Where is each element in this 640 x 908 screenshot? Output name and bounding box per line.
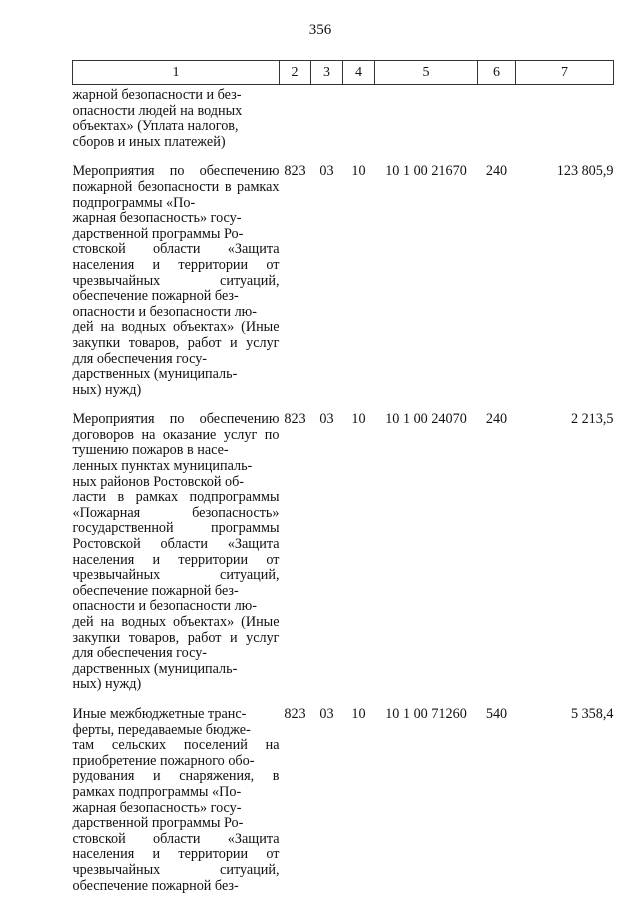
row-gr <box>280 85 311 165</box>
row-vr: 540 <box>485 705 508 722</box>
column-header-1: 1 <box>73 61 280 85</box>
page-number: 356 <box>308 22 332 38</box>
row-description: Иные межбюджетные транс- ферты, передаваемые бюдже- там сельских поселений на приобретение пожарного обо- рудования и снаряжения, в рамках подпрограммы «По- жарная безопасность» госу- дарственной программы Ро- стовской области «Защита населения и территории от чрезвычайных ситуаций, обеспечение пожарной без- <box>72 705 280 894</box>
row-description: Мероприятия по обеспечению пожарной безопасности в рамках подпрограммы «По- жарная безопасность» госу- дарственной программы Ро- стовской области «Защита населения и территории от чрезвычайных ситуаций, обеспечение пожарной без- опасности и безопасности лю- дей на водных объектах» (Иные закупки товаров, работ и услуг для обеспечения госу- дарственных (муниципаль- ных) нужд) <box>72 163 280 398</box>
row-csr: 10 1 00 21670 <box>385 163 467 180</box>
row-gr: 823 <box>284 705 306 722</box>
column-header-2: 2 <box>280 61 311 85</box>
table-row <box>73 164 614 412</box>
budget-table <box>72 60 614 908</box>
row-pr: 10 <box>351 163 366 180</box>
row-rz <box>311 85 343 165</box>
column-header-4: 4 <box>343 61 375 85</box>
row-sum: 5 358,4 <box>570 705 614 722</box>
column-header-3: 3 <box>311 61 343 85</box>
table-row <box>73 85 614 165</box>
row-pr <box>343 85 375 165</box>
column-header-7: 7 <box>516 61 614 85</box>
row-gr: 823 <box>284 411 306 428</box>
row-sum <box>516 85 614 165</box>
row-vr <box>478 85 516 165</box>
row-sum: 123 805,9 <box>556 163 614 180</box>
row-vr: 240 <box>485 411 508 428</box>
table-row <box>73 707 614 908</box>
row-rz: 03 <box>319 705 334 722</box>
row-pr: 10 <box>351 411 366 428</box>
column-header-5: 5 <box>375 61 478 85</box>
row-vr: 240 <box>485 163 508 180</box>
row-description: жарной безопасности и без- опасности людей на водных объектах» (Уплата налогов, сборов и иных платежей) <box>72 87 243 150</box>
table-row <box>73 412 614 707</box>
row-rz: 03 <box>319 411 334 428</box>
row-gr: 823 <box>284 163 306 180</box>
row-csr: 10 1 00 24070 <box>385 411 467 428</box>
row-description: Мероприятия по обеспечению договоров на оказание услуг по тушению пожаров в насе- ленных пунктах муниципаль- ных районов Ростовской об- ласти в рамках подпрограммы «Пожарная безопасность» государственной программы Ростовской области «Защита населения и территории от чрезвычайных ситуаций, обеспечение пожарной без- опасности и безопасности лю- дей на водных объектах» (Иные закупки товаров, работ и услуг для обеспечения госу- дарственных (муниципаль- ных) нужд) <box>72 411 280 693</box>
row-pr: 10 <box>351 705 366 722</box>
row-csr: 10 1 00 71260 <box>385 705 467 722</box>
column-header-6: 6 <box>478 61 516 85</box>
row-csr <box>375 85 478 165</box>
row-rz: 03 <box>319 163 334 180</box>
column-header-row <box>73 61 614 85</box>
row-sum: 2 213,5 <box>570 411 614 428</box>
